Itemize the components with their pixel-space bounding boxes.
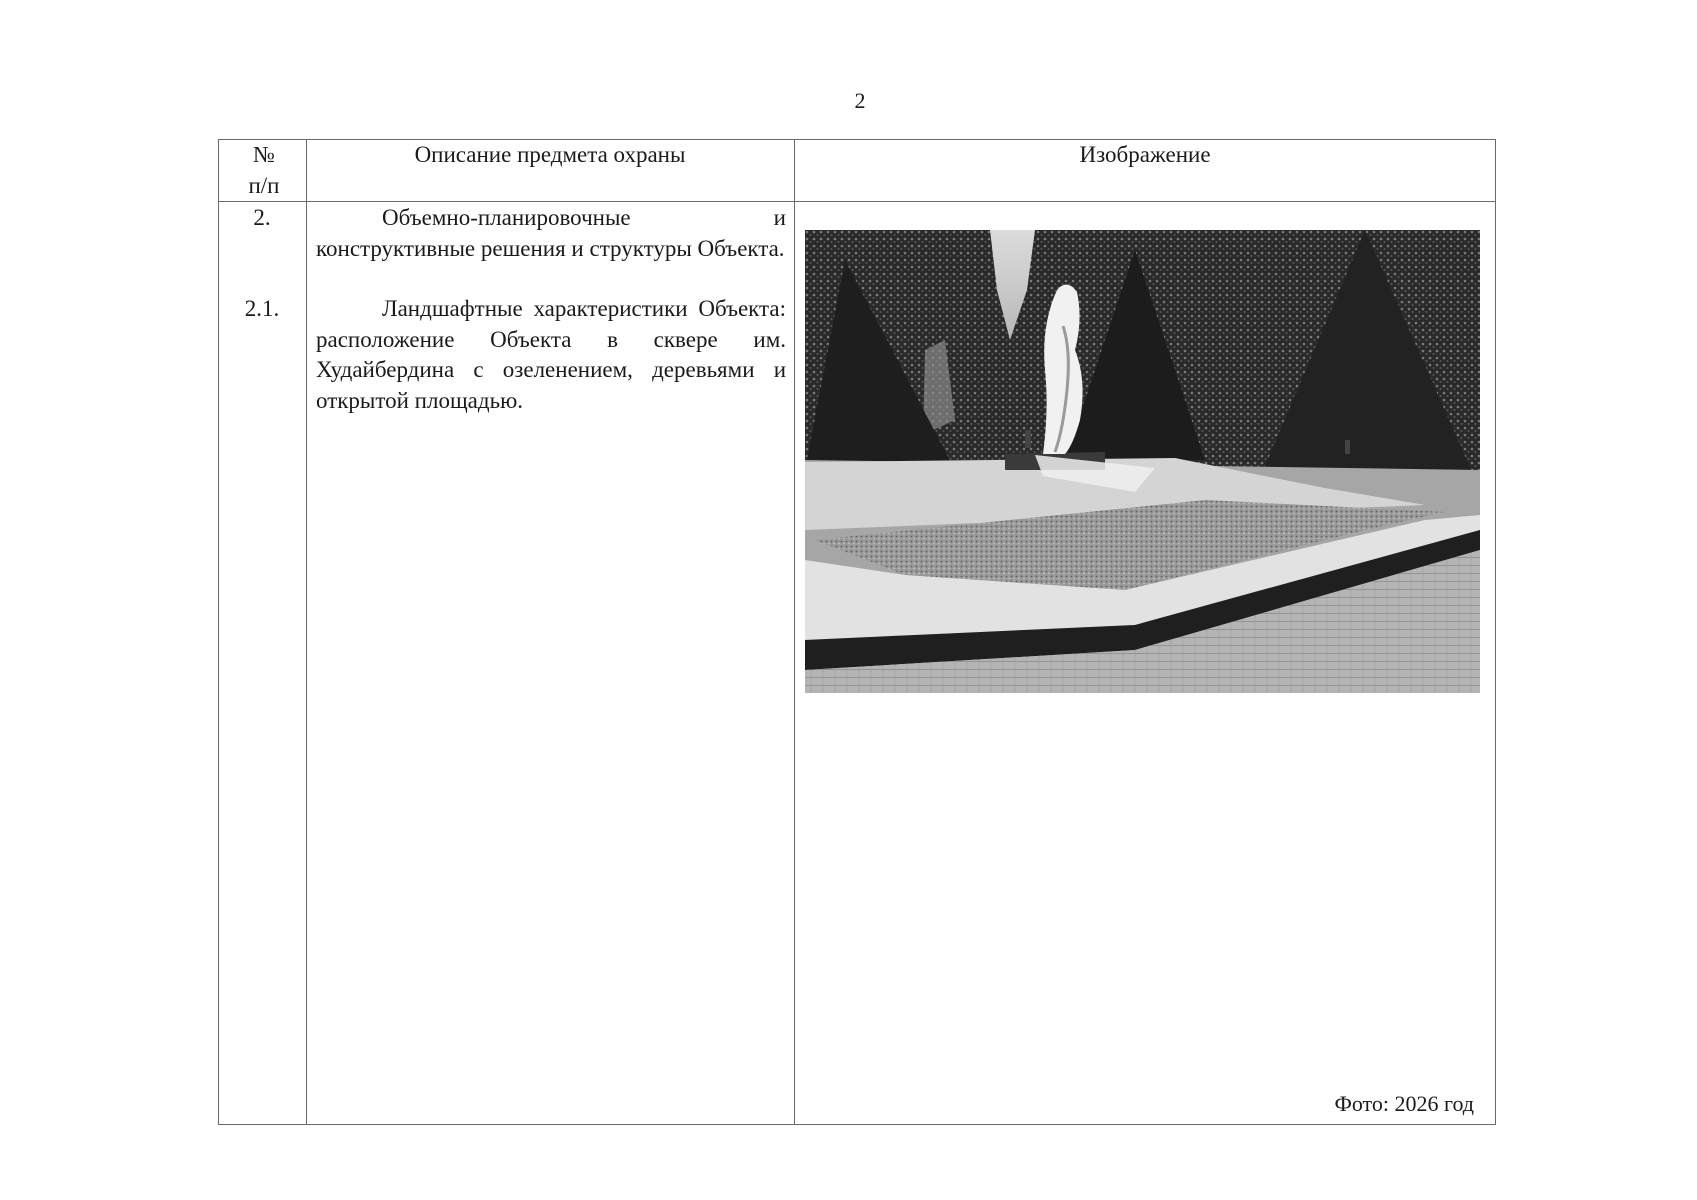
table-bottom-border <box>218 1124 1496 1125</box>
table-header-divider <box>218 201 1496 202</box>
photo-caption: Фото: 2026 год <box>1334 1091 1474 1116</box>
row-description-2 <box>316 203 786 264</box>
protection-subject-table <box>218 139 1496 1125</box>
table-left-border <box>218 139 219 1125</box>
table-column-divider-2 <box>794 139 795 1125</box>
row-number-2-1: 2.1. <box>244 296 280 321</box>
table-column-divider-1 <box>306 139 307 1125</box>
row-description-2-1 <box>316 294 786 416</box>
row-number-2: 2. <box>253 205 271 230</box>
header-image: Изображение <box>1079 142 1211 167</box>
header-number: № п/п <box>248 142 280 198</box>
header-description: Описание предмета охраны <box>414 142 686 167</box>
page-number: 2 <box>854 88 866 113</box>
description-text-2-1: Ландшафтные характеристики Объекта: расположение Объекта в сквере им. Худайбердина с озеленением, деревьями и открытой площадью. <box>316 296 786 413</box>
monument-photo <box>805 230 1480 693</box>
description-text-2: Объемно-планировочные и конструктивные решения и структуры Объекта. <box>316 205 786 261</box>
table-right-border <box>1495 139 1496 1125</box>
monument-photo-graphic <box>805 230 1480 693</box>
